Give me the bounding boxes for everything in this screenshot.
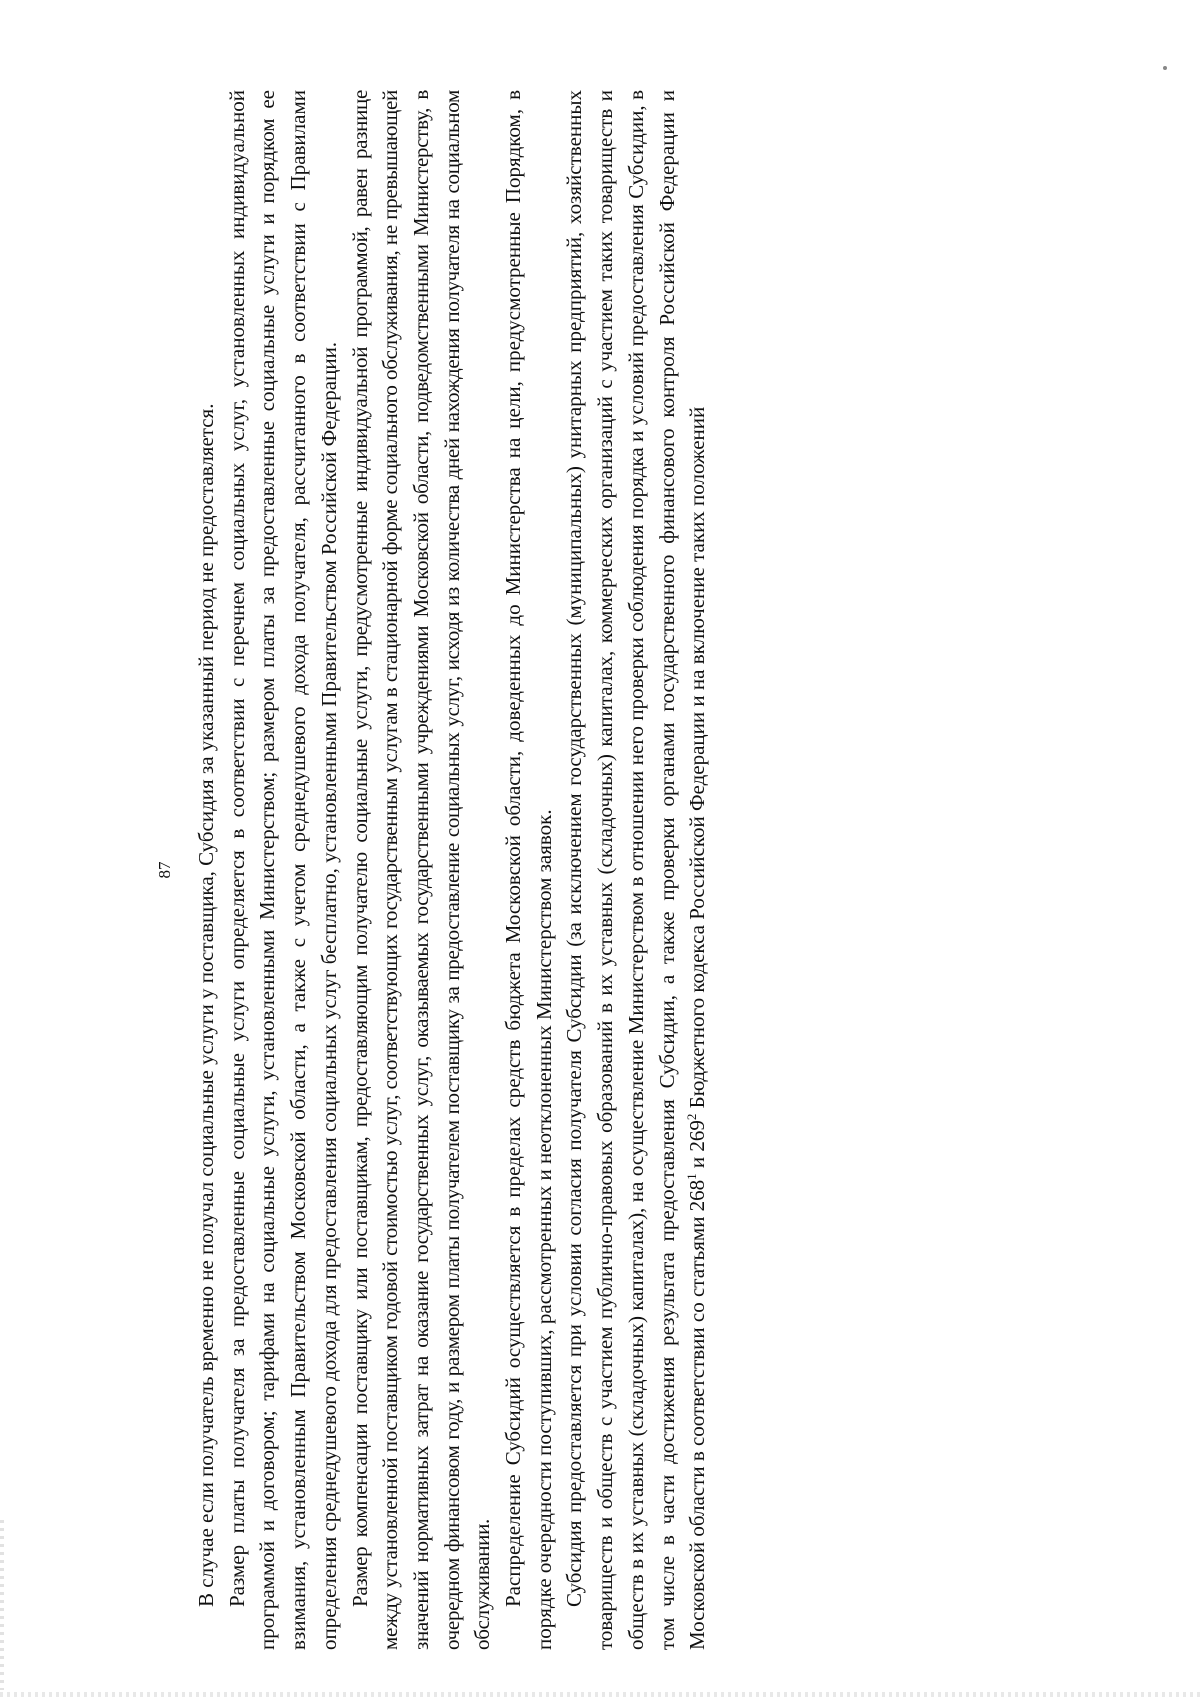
paragraph-5-part-b: и 269 bbox=[685, 1120, 710, 1174]
paragraph-5 bbox=[559, 90, 713, 1650]
body-text bbox=[191, 90, 713, 1650]
paragraph-4: Распределение Субсидий осуществляется в пределах средств бюджета Московской области, доведенных до Министерства на цели, предусмотренные Порядком, в порядке очередности поступивших, рассмотренных и неотклоненных Министерством заявок. bbox=[501, 90, 556, 1650]
paragraph-3: Размер компенсации поставщику или поставщикам, предоставляющим получателю социальные услуги, предусмотренные индивидуальной программой, равен разнице между установленной поставщиком годовой стоимостью услуг, соответствующих государственным услугам в стационарной форме социального обслуживания, не превышающей значений нормативных затрат на оказание государственных услуг, оказываемых государственными учреждениями Московской области, подведомственными Министерству, в очередном финансовом году, и размером платы получателем поставщику за предоставление социальных услуг, исходя из количества дней нахождения получателя на социальном обслуживании. bbox=[347, 90, 495, 1650]
paragraph-2: Размер платы получателя за предоставленные социальные услуги определяется в соответствии с перечнем социальных услуг, установленных индивидуальной программой и договором; тарифами на социальные услуги, установленными Министерством; размером платы за предоставленные социальные услуги и порядком ее взимания, установленным Правительством Московской области, а также с учетом среднедушевого дохода получателя, рассчитанного в соответствии с Правилами определения среднедушевого дохода для предоставления социальных услуг бесплатно, установленными Правительством Российской Федерации. bbox=[224, 90, 341, 1650]
paragraph-5-part-c: Бюджетного кодекса Российской Федерации и на включение таких положений bbox=[685, 406, 710, 1114]
scan-edge-noise bbox=[0, 1520, 4, 1690]
paragraph-5-part-a: Субсидия предоставляется при условии согласия получателя Субсидии (за исключением государственных (муниципальных) унитарных предприятий, хозяйственных товариществ и обществ с участием публично-правовых образований в их уставных (складочных) капиталах, коммерческих организаций с участием таких товариществ и обществ в их уставных (складочных) капиталах), на осуществление Министерством в отношении него проверки соблюдения порядка и условий предоставления Субсидии, в том числе в части достижения результата предоставления Субсидии, а также проверки органами государственного финансового контроля Российской Федерации и Московской области в соответствии со статьями 268 bbox=[562, 90, 710, 1650]
rotated-text-block bbox=[145, 90, 1045, 1650]
superscript-1: 1 bbox=[684, 1173, 700, 1180]
paragraph-1: В случае если получатель временно не получал социальные услуги у поставщика, Субсидия за указанный период не предоставляется. bbox=[194, 403, 218, 1607]
superscript-2: 2 bbox=[684, 1113, 700, 1121]
scan-speck bbox=[1163, 66, 1167, 70]
page-number: 87 bbox=[155, 861, 174, 879]
scan-bottom-noise bbox=[0, 1692, 1200, 1697]
